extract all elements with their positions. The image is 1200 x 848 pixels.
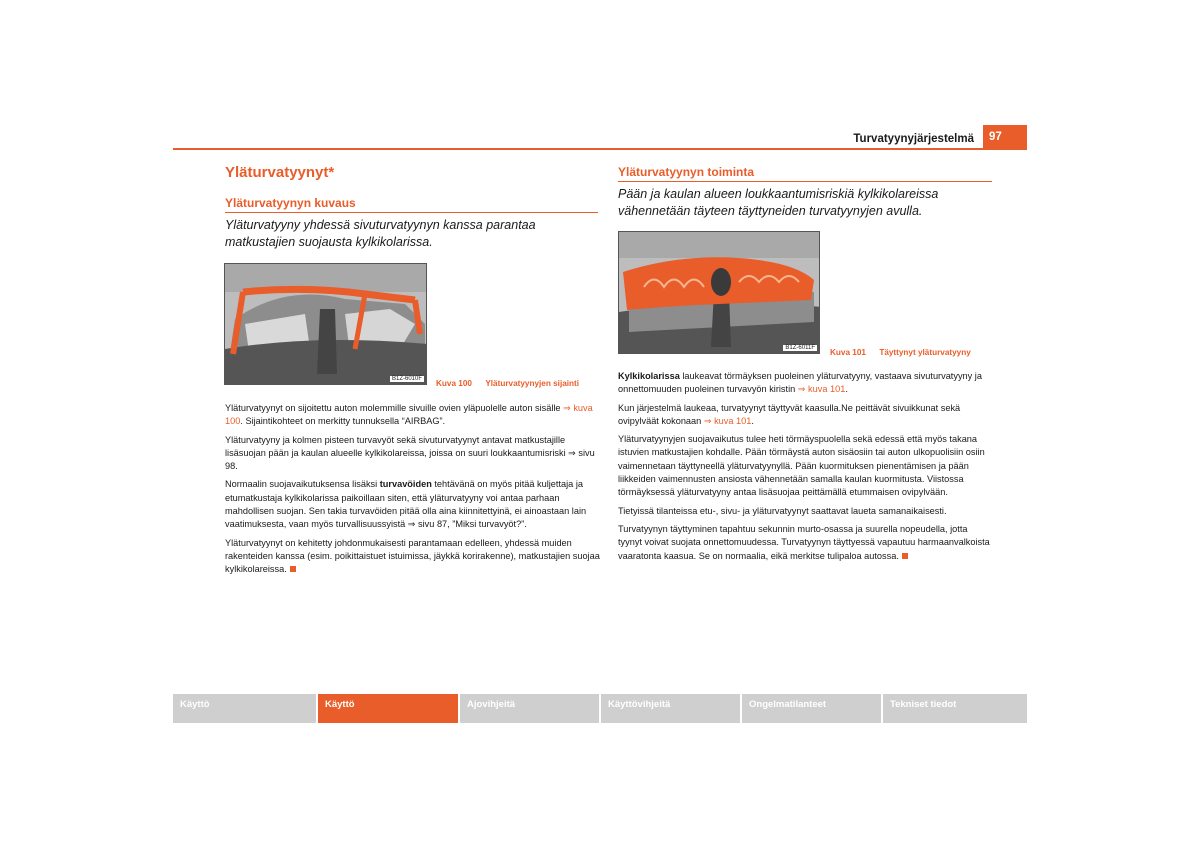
header-rule (173, 148, 983, 150)
figure-link[interactable]: ⇒ kuva 100 (225, 403, 593, 427)
caption-number: Kuva 101 (830, 348, 866, 357)
paragraph: Yläturvatyynyt on sijoitettu auton molemmille sivuille ovien yläpuolelle auton sisälle ⇒ kuva 100. Sijaintikohteet on merkitty tunnuksella “AIRBAG”. (225, 403, 593, 427)
left-subheading-rule (225, 212, 598, 213)
car-interior-illustration (225, 264, 427, 385)
figure-link[interactable]: ⇒ kuva 101 (703, 415, 752, 426)
figure-101-image (618, 231, 820, 354)
paragraph: Normaalin suojavaikutuksensa lisäksi turvavöiden tehtävänä on myös pitää kuljettaja ja etumatkustaja kylkikolarissa paikoillaan siten, että yläturvatyyny voi antaa parhaan mahdollisen suojan. Sen takia turvavöiden pitää olla aina kiinnitettyinä, ei ainoastaan lain vaatimuksesta, vaan myös turvallisuussyistä ⇒ sivu 87, ”Miksi turvavyöt?”. (225, 479, 587, 530)
paragraph: Yläturvatyyny ja kolmen pisteen turvavyöt sekä sivuturvatyynyt antavat matkustajille lisäsuojan pään ja kaulan alueelle kylkikolareissa, joissa on suuri loukkaantumisriski ⇒ sivu 98. (225, 434, 595, 472)
paragraph: Turvatyynyn täyttyminen tapahtuu sekunnin murto-osassa ja suurella nopeudella, jotta tyynyt voivat suojata onnettomuudessa. Turvatyynyn täyttyessä vapautuu harmaanvalkoista vaaratonta kaasua. Se on normaalia, eikä merkitse tulipaloa autossa. (618, 523, 990, 561)
figure-link[interactable]: ⇒ kuva 101 (797, 384, 846, 395)
figure-100-image (224, 263, 427, 385)
paragraph: Kylkikolarissa laukeavat törmäyksen puoleinen yläturvatyyny, vastaava sivuturvatyyny ja onnettomuuden puoleinen turvavyön kiristin ⇒ kuva 101. (618, 371, 982, 395)
inflated-airbag-illustration (619, 232, 820, 354)
nav-tab-kaytto-1[interactable]: Käyttö (173, 694, 316, 723)
right-subheading: Yläturvatyynyn toiminta (618, 165, 755, 179)
left-lead-text: Yläturvatyyny yhdessä sivuturvatyynyn kanssa parantaa matkustajien suojausta kylkikolarissa. (225, 218, 536, 249)
right-body-text (618, 370, 993, 568)
figure-101-caption (830, 342, 971, 360)
nav-tab-ajovihjeita[interactable]: Ajovihjeitä (460, 694, 599, 723)
page-number: 97 (983, 125, 1027, 150)
figure-100-caption (436, 373, 579, 391)
left-subheading: Yläturvatyynyn kuvaus (225, 196, 356, 210)
caption-number: Kuva 100 (436, 379, 472, 388)
paragraph: Kun järjestelmä laukeaa, turvatyynyt täyttyvät kaasulla.Ne peittävät sivuikkunat sekä ovipylväät kokonaan ⇒ kuva 101. (618, 402, 961, 426)
right-lead-text: Pään ja kaulan alueen loukkaantumisriskiä kylkikolareissa vähennetään täyteen täyttyneiden turvatyynyjen avulla. (618, 187, 939, 218)
paragraph: Yläturvatyynyjen suojavaikutus tulee heti törmäyspuolella sekä edessä että myös takana istuvien matkustajien kohdalle. Pään törmäystä auton sisäosiin tai auton ulkopuolisiin osiin vaimennetaan täyttyneellä yläturvatyynyllä. Pään kuormituksen pienentämisen ja pään liikkeiden vaimennusten ansiosta vähennetään samalla kaulan kuormitusta. Viistossa törmäyksessä yläturvatyyny antaa lisäsuojaa peittämällä etummaisen ovipylvään. (618, 434, 985, 498)
nav-tab-ongelmatilanteet[interactable]: Ongelmatilanteet (742, 694, 881, 723)
nav-tab-kaytto-active[interactable]: Käyttö (318, 694, 458, 723)
caption-text: Yläturvatyynyjen sijainti (485, 379, 580, 388)
section-title: Turvatyynyjärjestelmä (853, 133, 974, 145)
figure-code: B1Z-6010F (391, 376, 422, 382)
end-marker-icon (290, 566, 296, 572)
caption-text: Täyttynyt yläturvatyyny (879, 348, 971, 357)
nav-tab-kayttovihjeita[interactable]: Käyttövihjeitä (601, 694, 740, 723)
left-body-text (225, 402, 600, 582)
main-heading: Yläturvatyynyt* (225, 164, 335, 181)
figure-code: B1Z-6011F (785, 345, 815, 351)
end-marker-icon (902, 553, 908, 559)
paragraph: Tietyissä tilanteissa etu-, sivu- ja yläturvatyynyt saattavat laueta samanaikaisesti. (618, 505, 947, 516)
paragraph: Yläturvatyynyt on kehitetty johdonmukaisesti parantamaan edelleen, yhdessä muiden rakenteiden kanssa (esim. poikittaistuet istuimissa, jäykkä korirakenne), matkustajien suojaa kylkikolareissa. (225, 537, 600, 575)
right-subheading-rule (618, 181, 992, 182)
nav-tab-tekniset-tiedot[interactable]: Tekniset tiedot (883, 694, 1027, 723)
